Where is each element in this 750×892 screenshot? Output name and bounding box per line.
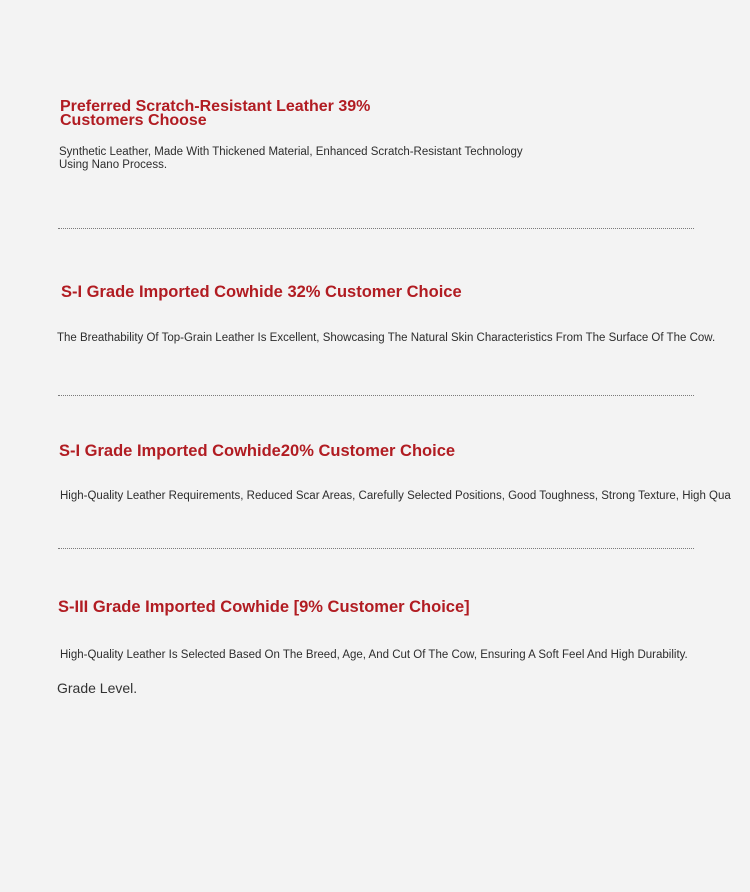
section-3-description: High-Quality Leather Requirements, Reduced Scar Areas, Carefully Selected Positions, Good Toughness, Strong Texture, High Qua bbox=[60, 490, 731, 502]
section-3-title: S-I Grade Imported Cowhide20% Customer Choice bbox=[59, 442, 456, 460]
divider-1 bbox=[58, 228, 694, 229]
section-4-description: High-Quality Leather Is Selected Based On The Breed, Age, And Cut Of The Cow, Ensuring A Soft Feel And High Durability. bbox=[60, 649, 688, 661]
divider-3 bbox=[58, 548, 694, 549]
grade-level-note: Grade Level. bbox=[57, 680, 138, 696]
section-2-title: S-I Grade Imported Cowhide 32% Customer Choice bbox=[61, 283, 462, 301]
section-4-title: S-III Grade Imported Cowhide [9% Customer Choice] bbox=[58, 598, 470, 616]
section-1-description: Synthetic Leather, Made With Thickened Material, Enhanced Scratch-Resistant Technology Using Nano Process. bbox=[59, 146, 523, 171]
section-1-title: Preferred Scratch-Resistant Leather 39% Customers Choose bbox=[60, 98, 371, 129]
divider-2 bbox=[58, 395, 694, 396]
section-3-description-clip bbox=[0, 488, 750, 506]
section-2-description: The Breathability Of Top-Grain Leather Is Excellent, Showcasing The Natural Skin Characteristics From The Surface Of The Cow. bbox=[57, 332, 716, 344]
